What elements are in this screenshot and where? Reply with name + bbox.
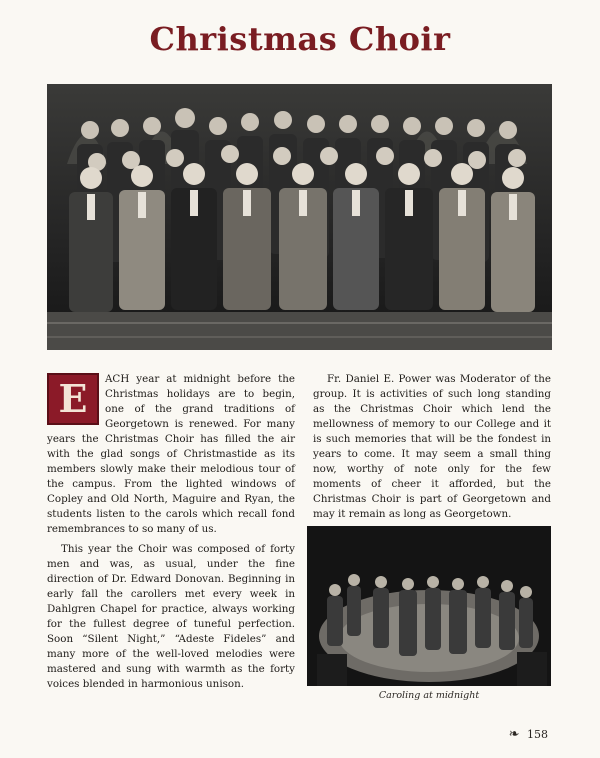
paragraph-1-text: ACH year at midnight before the Christmas holidays are to begin, one of the grand traditions of Georgetown is renewed. For many years the Christmas Choir has filled the air with the glad songs of Christmastide as its members slowly make their melodious tour of the campus. From the lighted windows of Copley and Old North, Maguire and Ryan, the students listen to the carols which recall fond remembrances to so many of us. — [47, 373, 295, 535]
page-number-text: 158 — [527, 728, 548, 741]
ornament-icon: ❧ — [508, 727, 520, 742]
article-paragraph-1 — [47, 372, 295, 537]
article-paragraph-2: This year the Choir was composed of forty men and was, as usual, under the fine direction of Dr. Edward Donovan. Beginning in early fall the carollers met every week in Dahlgren Chapel for practice, always working for the fullest degree of tuneful perfection. Soon “Silent Night,” “Adeste Fideles” and many more of the well-loved melodies were mastered and sung with warmth as the forty voices blended in harmonious unison. — [47, 543, 295, 690]
page-title: Christmas Choir — [149, 20, 451, 58]
drop-cap-initial: E — [47, 373, 99, 425]
page-number — [509, 727, 548, 742]
photo-caption: Caroling at midnight — [378, 690, 480, 701]
article-paragraph-3: Fr. Daniel E. Power was Moderator of the group. It is activities of such long standing as the Christmas Choir which lend the mellowness of memory to our College and it is such memories that will be the fondest in years to come. It may seem a small thing now, worthy of note only for the few moments of cheer it afforded, but the Christmas Choir is part of Georgetown and may it remain as long as Georgetown. — [313, 373, 551, 520]
article-right-column — [313, 372, 551, 527]
article-left-column — [47, 372, 295, 697]
choir-group-photo — [47, 84, 552, 350]
caroling-photo — [307, 526, 551, 686]
